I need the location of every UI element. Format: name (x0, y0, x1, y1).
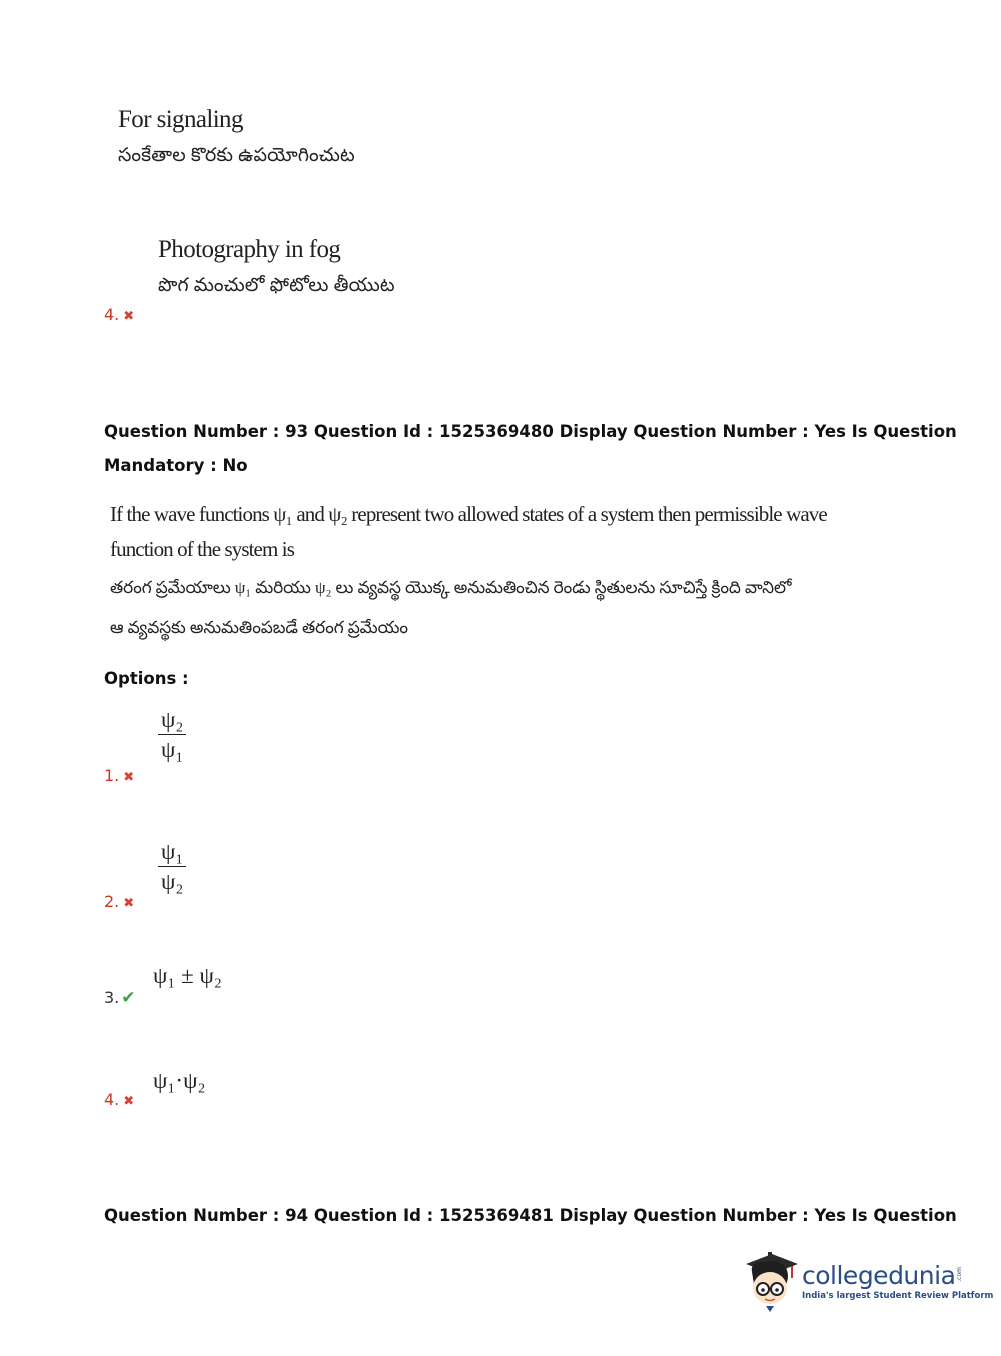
correct-check-icon: ✔ (121, 988, 136, 1008)
logo-suffix-text: .com (956, 1267, 964, 1282)
question-statement-english-line2: function of the system is (110, 537, 294, 561)
wrong-mark-icon: ✖ (123, 309, 135, 324)
option4-number (104, 305, 134, 324)
wrong-mark-icon: ✖ (123, 1094, 135, 1109)
option3-expression: ψ₁ ± ψ₂ (153, 963, 222, 988)
option4-english-text: Photography in fog (158, 236, 341, 263)
option4-telugu-text: పొగ మంచులో ఫోటోలు తీయుట (158, 275, 395, 296)
option-number-label: 4. (104, 305, 120, 324)
option-number-label: 4. (104, 1090, 120, 1109)
option1-fraction (158, 708, 186, 762)
option3-number (104, 988, 136, 1008)
option-number-label: 1. (104, 766, 120, 785)
option2-denominator: ψ₂ (161, 869, 184, 895)
question-93-mandatory: Mandatory : No (104, 456, 248, 475)
option2-number (104, 892, 134, 911)
wrong-mark-icon: ✖ (123, 896, 135, 911)
logo-tagline: India's largest Student Review Platform (802, 1291, 994, 1301)
options-label: Options : (104, 669, 189, 688)
option1-numerator: ψ₂ (158, 708, 186, 735)
option3-telugu-text: సంకేతాల కొరకు ఉపయోగించుట (118, 145, 355, 166)
collegedunia-logo (742, 1250, 993, 1312)
option-number-label: 2. (104, 892, 120, 911)
option3-english-text: For signaling (118, 106, 243, 133)
option2-numerator: ψ₁ (158, 840, 186, 867)
question-statement-english-line1: If the wave functions ψ₁ and ψ₂ represent two allowed states of a system then permissible wave (110, 502, 827, 526)
question-94-header: Question Number : 94 Question Id : 1525369481 Display Question Number : Yes Is Question (104, 1206, 957, 1225)
question-statement-telugu-line2: ఆ వ్యవస్థకు అనుమతింపబడే తరంగ ప్రమేయం (110, 618, 408, 637)
wrong-mark-icon: ✖ (123, 770, 135, 785)
option2-fraction (158, 840, 186, 894)
option1-denominator: ψ₁ (161, 737, 184, 763)
option1-number (104, 766, 134, 785)
mascot-icon (742, 1250, 800, 1312)
question-93-header: Question Number : 93 Question Id : 1525369480 Display Question Number : Yes Is Question (104, 422, 957, 441)
logo-name-text: collegedunia (802, 1261, 956, 1290)
question-statement-telugu-line1: తరంగ ప్రమేయాలు ψ₁ మరియు ψ₂ లు వ్యవస్థ యొక్క అనుమతించిన రెండు స్థితులను సూచిస్తే క్రింది వానిలో (110, 578, 792, 597)
option-number-label: 3. (104, 988, 120, 1007)
option4-number-q93 (104, 1090, 134, 1109)
option4-expression: ψ₁·ψ₂ (153, 1068, 206, 1093)
logo-text-block (802, 1261, 993, 1301)
